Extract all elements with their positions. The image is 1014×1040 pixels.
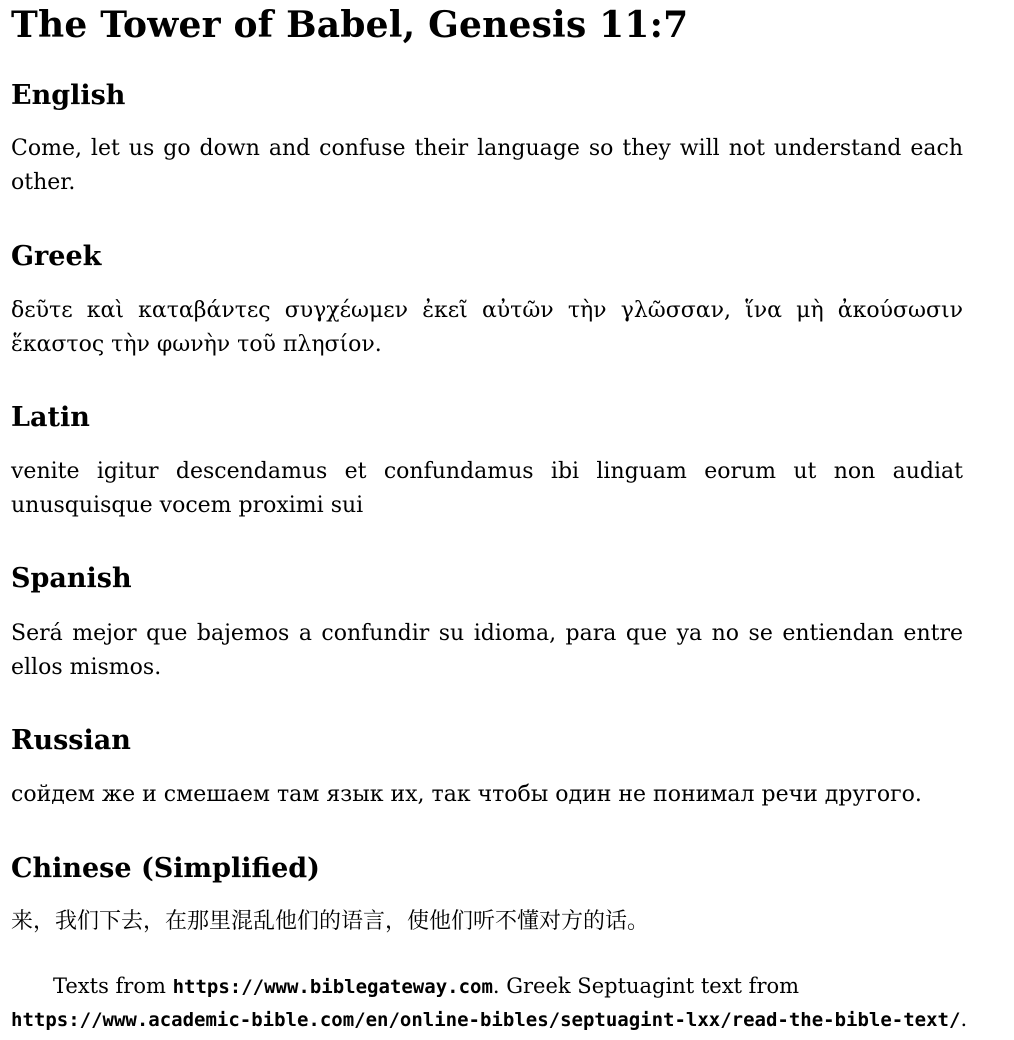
section-text-english: Come, let us go down and confuse their language so they will not understand each other.: [11, 136, 963, 195]
section-text-russian: сойдем же и смешаем там язык их, так чтобы один не понимал речи другого.: [11, 782, 922, 807]
section-heading-chinese: Chinese (Simplified): [11, 853, 320, 884]
section-text-greek: δεῦτε καὶ καταβάντες συγχέωμεν ἐκεῖ αὐτῶν τὴν γλῶσσαν, ἵνα μὴ ἀκούσωσιν ἕκαστος τὴν φωνὴν τοῦ πλησίον.: [11, 298, 963, 357]
section-heading-english: English: [11, 80, 126, 111]
section-heading-spanish: Spanish: [11, 563, 132, 594]
academic-bible-link[interactable]: https://www.academic-bible.com/en/online-bibles/septuagint-lxx/read-the-bible-text/: [11, 1009, 961, 1031]
footnote-middle: . Greek Septuagint text from: [492, 974, 800, 998]
footnote-prefix: Texts from: [53, 974, 173, 998]
footnote-suffix: .: [960, 1007, 968, 1031]
section-heading-greek: Greek: [11, 241, 102, 272]
section-text-chinese: 来，我们下去，在那里混乱他们的语言，使他们听不懂对方的话。: [11, 909, 650, 934]
page-title: The Tower of Babel, Genesis 11:7: [11, 4, 689, 46]
section-heading-russian: Russian: [11, 725, 131, 756]
section-text-latin: venite igitur descendamus et confundamus ibi linguam eorum ut non audiat unusquisque vocem proximi sui: [11, 459, 963, 518]
biblegateway-link[interactable]: https://www.biblegateway.com: [172, 976, 493, 998]
section-heading-latin: Latin: [11, 402, 90, 433]
section-text-spanish: Será mejor que bajemos a confundir su idioma, para que ya no se entiendan entre ellos mismos.: [11, 621, 963, 680]
source-footnote: [11, 970, 1007, 1036]
